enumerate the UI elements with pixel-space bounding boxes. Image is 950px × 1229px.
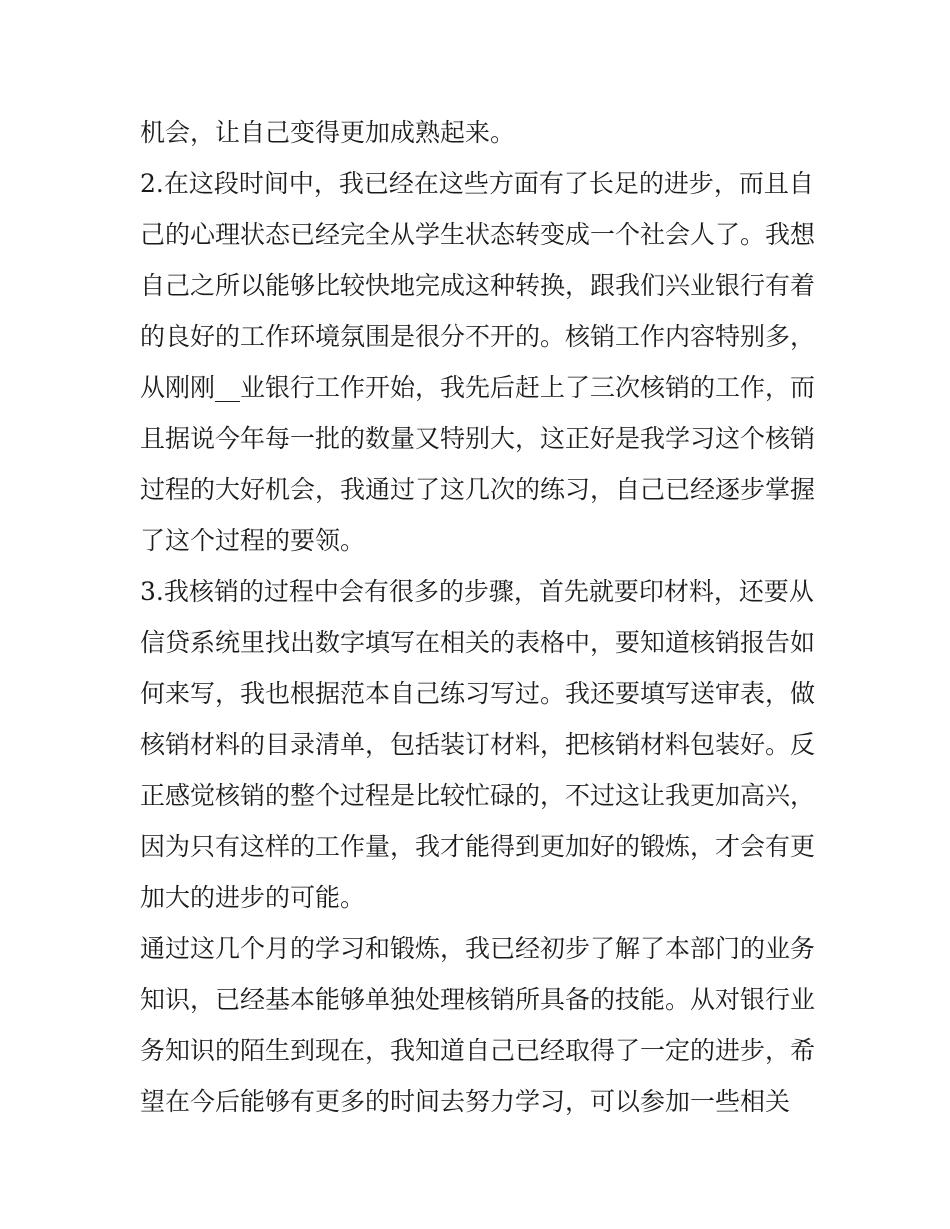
- text-line: 因为只有这样的工作量，我才能得到更加好的锻炼，才会有更: [140, 832, 816, 861]
- text-line: 的良好的工作环境氛围是很分不开的。核销工作内容特别多，: [140, 322, 816, 351]
- text-line: 加大的进步的可能。: [140, 883, 366, 912]
- text-line: 核销材料的目录清单，包括装订材料，把核销材料包装好。反: [140, 730, 816, 759]
- text-line: 知识，已经基本能够单独处理核销所具备的技能。从对银行业: [140, 985, 816, 1014]
- text-line: 己的心理状态已经完全从学生状态转变成一个社会人了。我想: [140, 220, 816, 249]
- text-line: 务知识的陌生到现在，我知道自己已经取得了一定的进步，希: [140, 1036, 816, 1065]
- text-line: 2.在这段时间中，我已经在这些方面有了长足的进步，而且自: [140, 169, 814, 198]
- text-line: 机会，让自己变得更加成熟起来。: [140, 118, 516, 147]
- text-line: 自己之所以能够比较快地完成这种转换，跟我们兴业银行有着: [140, 271, 816, 300]
- document-body: [140, 107, 820, 1127]
- text-line: 望在今后能够有更多的时间去努力学习，可以参加一些相关: [140, 1087, 791, 1116]
- text-line: 且据说今年每一批的数量又特别大，这正好是我学习这个核销: [140, 424, 816, 453]
- text-line: 何来写，我也根据范本自己练习写过。我还要填写送审表，做: [140, 679, 816, 708]
- text-line: 通过这几个月的学习和锻炼，我已经初步了解了本部门的业务: [140, 934, 816, 963]
- text-line: 了这个过程的要领。: [140, 526, 366, 555]
- text-line: 3.我核销的过程中会有很多的步骤，首先就要印材料，还要从: [140, 577, 814, 606]
- text-line: 信贷系统里找出数字填写在相关的表格中，要知道核销报告如: [140, 628, 816, 657]
- text-line: 从刚刚__业银行工作开始，我先后赶上了三次核销的工作，而: [140, 373, 816, 402]
- text-line: 过程的大好机会，我通过了这几次的练习，自己已经逐步掌握: [140, 475, 816, 504]
- text-line: 正感觉核销的整个过程是比较忙碌的，不过这让我更加高兴，: [140, 781, 816, 810]
